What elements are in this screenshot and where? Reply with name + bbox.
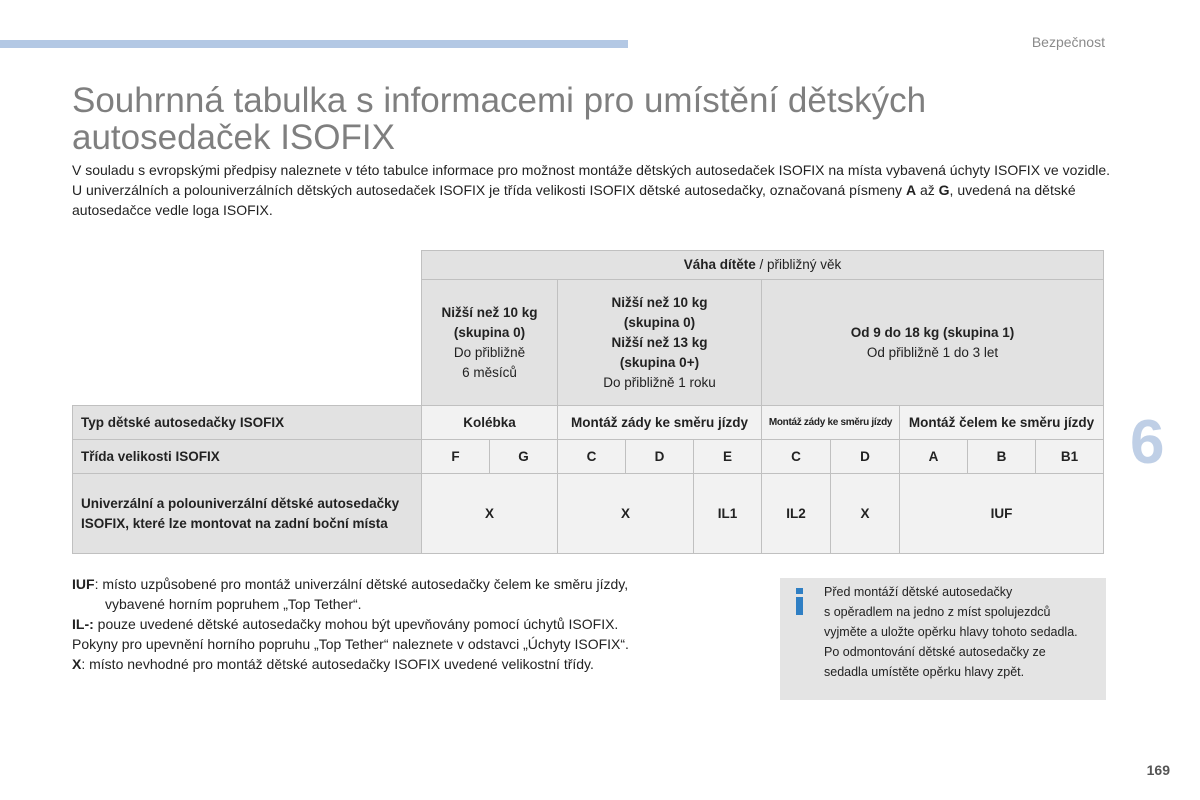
intro-paragraph-1: V souladu s evropskými předpisy naleznete v této tabulce informace pro možnost montáže dětských autosedaček ISOFIX na místa vybavená úchyty ISOFIX ve vozidle. <box>72 162 1111 178</box>
chapter-number: 6 <box>1130 408 1165 477</box>
legend-top-tether: Pokyny pro upevnění horního popruhu „Top Tether“ naleznete v odstavci „Úchyty ISOFIX“. <box>72 636 629 652</box>
legend-key-il: IL-: <box>72 616 94 632</box>
group-0plus-line: Nižší než 13 kg <box>611 334 708 350</box>
size-class-cell: A <box>900 440 968 474</box>
seat-value-cell: IL2 <box>762 474 831 554</box>
group-0plus-line: (skupina 0+) <box>619 354 700 370</box>
section-header: Bezpečnost <box>1031 34 1105 50</box>
seat-value-cell: IUF <box>900 474 1104 554</box>
size-class-cell: D <box>626 440 694 474</box>
row-label-seat-type: Typ dětské autosedačky ISOFIX <box>73 406 422 440</box>
size-class-cell: B <box>968 440 1036 474</box>
weight-header <box>422 251 1104 280</box>
legend-x-text: : místo nevhodné pro montáž dětské autosedačky ISOFIX uvedené velikostní třídy. <box>81 656 594 672</box>
legend-key-iuf: IUF <box>72 576 95 592</box>
group-0plus-line: Do přibližně 1 roku <box>603 374 716 390</box>
intro-letter-g: G <box>938 182 950 198</box>
table-corner-blank <box>73 251 422 280</box>
size-class-cell: G <box>490 440 558 474</box>
page-title <box>72 82 926 156</box>
intro-letter-a: A <box>905 182 917 198</box>
note-line: vyjměte a uložte opěrku hlavy tohoto sedadla. <box>824 625 1078 639</box>
weight-header-rest: / přibližný věk <box>755 257 842 272</box>
note-line: s opěradlem na jedno z míst spolujezdců <box>824 605 1051 619</box>
size-class-cell: B1 <box>1036 440 1104 474</box>
legend-x <box>72 654 712 674</box>
legend-il-text: pouze uvedené dětské autosedačky mohou být upevňovány pomocí úchytů ISOFIX. <box>93 616 619 632</box>
group-0-header <box>422 280 558 406</box>
legend <box>72 574 712 674</box>
note-line: sedadla umístěte opěrku hlavy zpět. <box>824 665 1025 679</box>
info-note-text <box>824 582 1102 682</box>
seat-type-cell: Montáž zády ke směru jízdy <box>762 406 900 440</box>
legend-key-x: X <box>72 656 82 672</box>
title-line-2: autosedaček ISOFIX <box>72 118 395 157</box>
row-label-rear-seats: Univerzální a polouniverzální dětské autosedačky ISOFIX, které lze montovat na zadní boční místa <box>73 474 422 554</box>
size-class-cell: C <box>762 440 831 474</box>
intro-paragraph-2 <box>72 180 1112 220</box>
intro-p2-part-a: U univerzálních a polouniverzálních dětských autosedaček ISOFIX je třída velikosti ISOFIX dětské autosedačky, označovaná písmeny <box>72 182 906 198</box>
legend-iuf <box>72 574 712 594</box>
group-1-line: Od 9 do 18 kg (skupina 1) <box>850 324 1015 340</box>
weight-header-bold: Váha dítěte <box>683 257 756 272</box>
group-0-line: (skupina 0) <box>453 324 526 340</box>
group-1-line: Od přibližně 1 do 3 let <box>866 344 999 360</box>
legend-iuf-continuation: vybavené horním popruhem „Top Tether“. <box>105 596 362 612</box>
note-line: Před montáží dětské autosedačky <box>824 585 1013 599</box>
title-line-1: Souhrnná tabulka s informacemi pro umístění dětských <box>72 81 927 120</box>
seat-value-cell: X <box>422 474 558 554</box>
page-number: 169 <box>1146 762 1170 778</box>
legend-iuf-text: : místo uzpůsobené pro montáž univerzální dětské autosedačky čelem ke směru jízdy, <box>94 576 629 592</box>
seat-value-cell: IL1 <box>694 474 762 554</box>
note-line: Po odmontování dětské autosedačky ze <box>824 645 1046 659</box>
group-0-line: Do přibližně <box>453 344 526 360</box>
group-0plus-header <box>558 280 762 406</box>
seat-value-cell: X <box>558 474 694 554</box>
size-class-cell: F <box>422 440 490 474</box>
intro-p2-az: až <box>916 182 939 198</box>
seat-type-cell: Montáž čelem ke směru jízdy <box>900 406 1104 440</box>
seat-value-cell: X <box>831 474 900 554</box>
size-class-cell: D <box>831 440 900 474</box>
legend-il <box>72 614 712 634</box>
group-0-line: Nižší než 10 kg <box>441 304 538 320</box>
size-class-cell: E <box>694 440 762 474</box>
group-0-line: 6 měsíců <box>462 364 517 380</box>
size-class-cell: C <box>558 440 626 474</box>
info-icon <box>794 586 806 616</box>
group-0plus-line: Nižší než 10 kg <box>611 294 708 310</box>
seat-type-cell: Kolébka <box>422 406 558 440</box>
group-0plus-line: (skupina 0) <box>623 314 696 330</box>
intro-p2-part-b: , uvedená na dětské autosedačce vedle loga ISOFIX. <box>72 182 1076 218</box>
isofix-table <box>72 250 1104 554</box>
top-accent-bar <box>0 40 628 48</box>
seat-type-cell: Montáž zády ke směru jízdy <box>558 406 762 440</box>
intro-text <box>72 160 1112 220</box>
info-note-box <box>780 578 1106 700</box>
group-1-header <box>762 280 1104 406</box>
row-label-size-class: Třída velikosti ISOFIX <box>73 440 422 474</box>
table-left-blank <box>73 280 422 406</box>
